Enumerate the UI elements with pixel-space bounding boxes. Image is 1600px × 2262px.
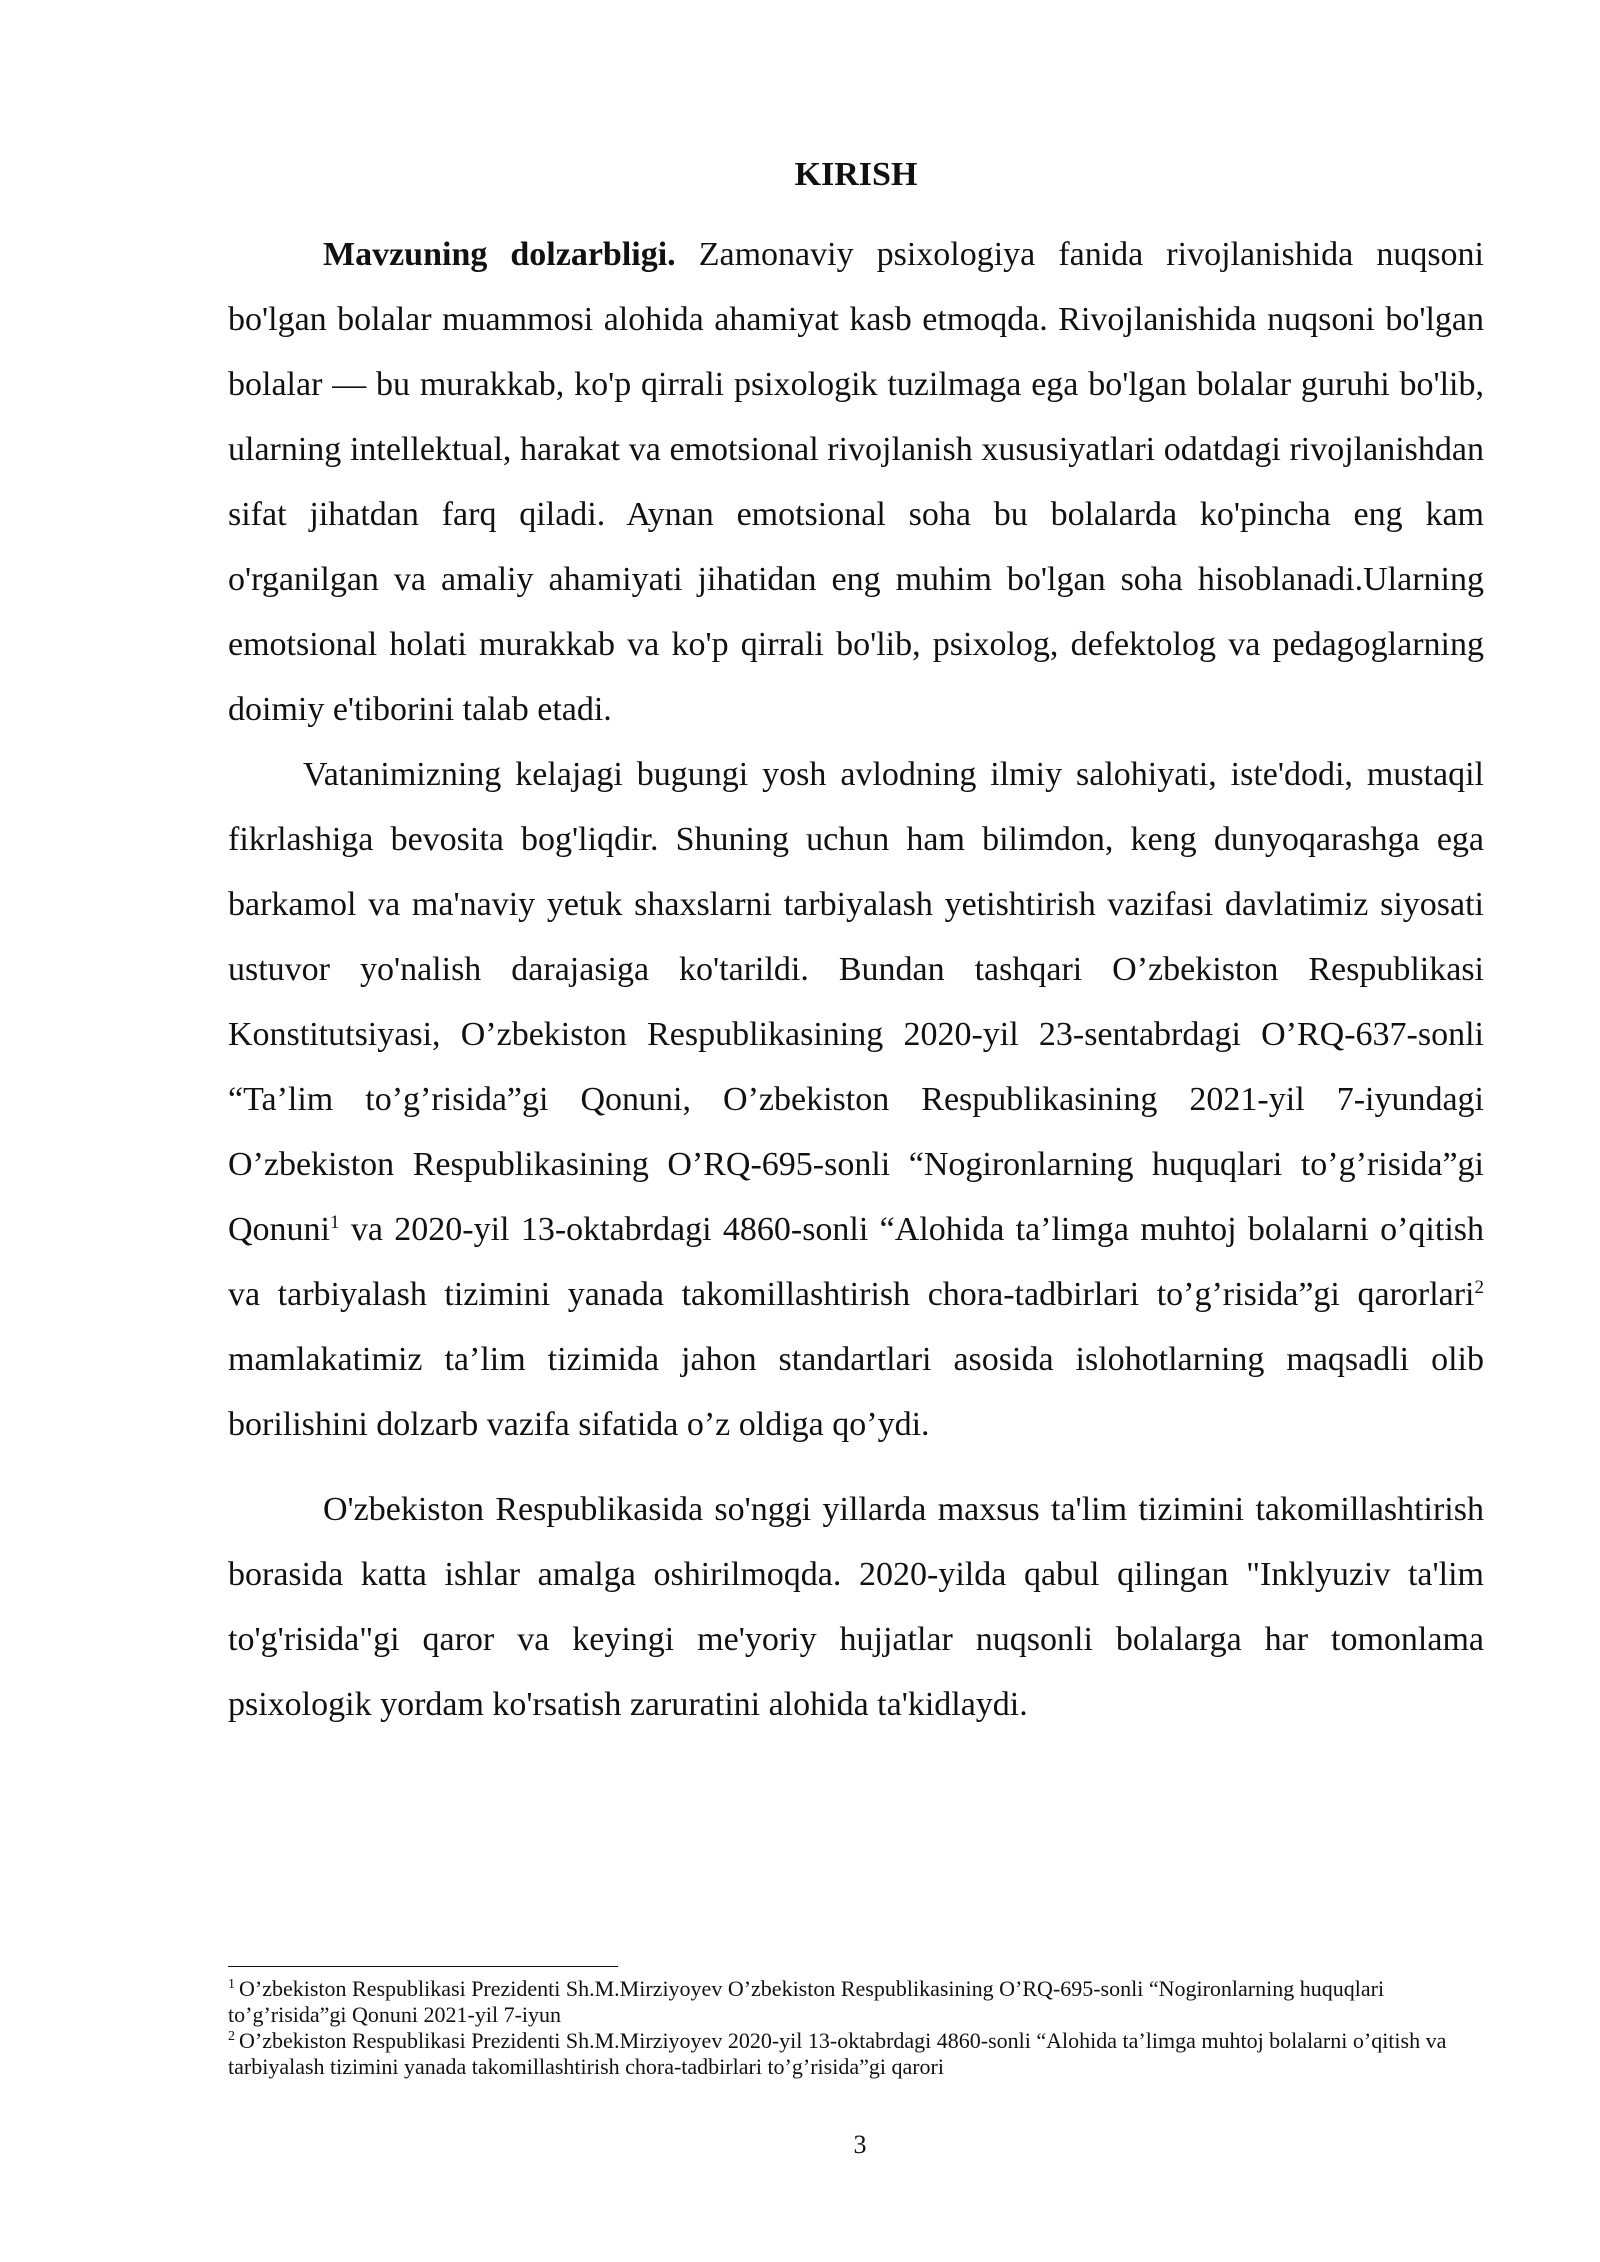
paragraph-lead: Mavzuning dolzarbligi. bbox=[323, 236, 676, 273]
paragraph-text: mamlakatimiz ta’lim tizimida jahon standartlari asosida islohotlarning maqsadli olib borilishini dolzarb vazifa sifatida o’z oldiga qo’ydi. bbox=[228, 1341, 1484, 1443]
footnote-reference-1[interactable]: 1 bbox=[330, 1212, 340, 1233]
paragraph-reforms: O'zbekiston Respublikasida so'nggi yillarda maxsus ta'lim tizimini takomillashtirish borasida katta ishlar amalga oshirilmoqda. 2020-yilda qabul qilingan "Inklyuziv ta'lim to'g'risida"gi qaror va keyingi me'yoriy hujjatlar nuqsonli bolalarga har tomonlama psixologik yordam ko'rsatish zaruratini alohida ta'kidlaydi. bbox=[228, 1491, 1484, 1723]
paragraph-relevance bbox=[228, 222, 1484, 742]
paragraph-text: Zamonaviy psixologiya fanida rivojlanishida nuqsoni bo'lgan bolalar muammosi alohida ahamiyat kasb etmoqda. Rivojlanishida nuqsoni bo'lgan bolalar — bu murakkab, ko'p qirrali psixologik tuzilmaga ega bo'lgan bolalar guruhi bo'lib, ularning intellektual, harakat va emotsional rivojlanish xususiyatlari odatdagi rivojlanishdan sifat jihatdan farq qiladi. Aynan emotsional soha bu bolalarda ko'pincha eng kam o'rganilgan va amaliy ahamiyati jihatidan eng muhim bo'lgan soha hisoblanadi.Ularning emotsional holati murakkab va ko'p qirrali bo'lib, psixolog, defektolog va pedagoglarning doimiy e'tiborini talab etadi. bbox=[228, 236, 1484, 728]
footnote-separator bbox=[228, 1966, 618, 1967]
footnote-number: 1 bbox=[228, 1977, 235, 1992]
footnote-1 bbox=[228, 1976, 1484, 2028]
main-content bbox=[228, 148, 1484, 1737]
paragraph-legislation bbox=[228, 742, 1484, 1457]
footnote-reference-2[interactable]: 2 bbox=[1474, 1277, 1484, 1298]
footnote-text: O’zbekiston Respublikasi Prezidenti Sh.M.Mirziyoyev 2020-yil 13-oktabrdagi 4860-sonli “Alohida ta’limga muhtoj bolalarni o’qitish va tarbiyalash tizimini yanada takomillashtirish chora-tadbirlari to’g’risida”gi qarori bbox=[228, 2028, 1447, 2079]
page-number: 3 bbox=[853, 2130, 867, 2159]
footnotes bbox=[228, 1976, 1484, 2080]
paragraph-text: va 2020-yil 13-oktabrdagi 4860-sonli “Alohida ta’limga muhtoj bolalarni o’qitish va tarbiyalash tizimini yanada takomillashtirish chora-tadbirlari to’g’risida”gi qarorlari bbox=[228, 1211, 1484, 1313]
paragraph-text: Vatanimizning kelajagi bugungi yosh avlodning ilmiy salohiyati, iste'dodi, mustaqil fikrlashiga bevosita bog'liqdir. Shuning uchun ham bilimdon, keng dunyoqarashga ega barkamol va ma'naviy yetuk shaxslarni tarbiyalash yetishtirish vazifasi davlatimiz siyosati ustuvor yo'nalish darajasiga ko'tarildi. Bundan tashqari O’zbekiston Respublikasi Konstitutsiyasi, O’zbekiston Respublikasining 2020-yil 23-sentabrdagi O’RQ-637-sonli “Ta’lim to’g’risida”gi Qonuni, O’zbekiston Respublikasining 2021-yil 7-iyundagi O’zbekiston Respublikasining O’RQ-695-sonli “Nogironlarning huquqlari to’g’risida”gi Qonuni bbox=[228, 756, 1484, 1248]
page-title: KIRISH bbox=[794, 156, 918, 193]
footnote-2 bbox=[228, 2028, 1484, 2080]
footnote-text: O’zbekiston Respublikasi Prezidenti Sh.M.Mirziyoyev O’zbekiston Respublikasining O’RQ-695-sonli “Nogironlarning huquqlari to’g’risida”gi Qonuni 2021-yil 7-iyun bbox=[228, 1976, 1385, 2027]
footnote-number: 2 bbox=[228, 2029, 235, 2044]
